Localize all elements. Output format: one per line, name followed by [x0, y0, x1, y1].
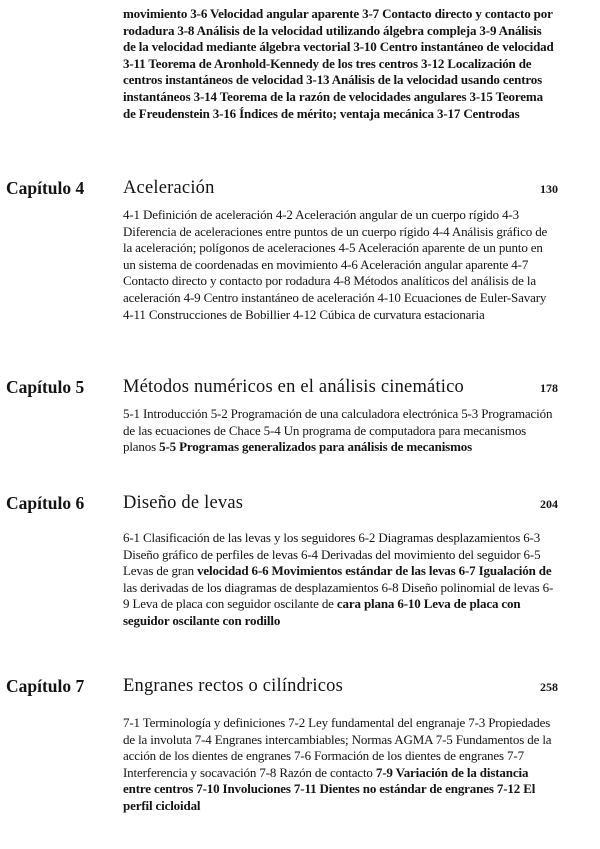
sections-text: 6-1 Clasificación de las levas y los seguidores 6-2 Diagramas desplazamientos 6-3 Diseño gráfico de perfiles de levas 6-4 Derivadas del movimiento del seguidor 6-5 Levas de gran	[123, 530, 541, 579]
chapter-label: Capítulo 5	[6, 377, 85, 397]
chapter-sections	[123, 715, 558, 815]
chapter-label: Capítulo 6	[6, 493, 85, 513]
sections-text-continued: las derivadas de los diagramas de desplazamientos 6-8 Diseño polinomial de levas 6-9 Leva de placa con seguidor oscilante de	[123, 579, 554, 612]
chapter-sections	[123, 406, 558, 456]
sections-text-bold: velocidad 6-6 Movimientos estándar de las levas 6-7 Igualación de	[197, 563, 552, 579]
chapter-title: Aceleración	[123, 178, 215, 198]
sections-text: 5-1 Introducción 5-2 Programación de una calculadora electrónica 5-3 Programación de las ecuaciones de Chace 5-4 Un programa de computadora para mecanismos planos	[123, 406, 553, 455]
chapter-title: Engranes rectos o cilíndricos	[123, 676, 344, 696]
chapter-sections	[123, 530, 558, 630]
chapter-page-number: 130	[540, 182, 558, 196]
chapter-title: Métodos numéricos en el análisis cinemático	[123, 377, 464, 397]
sections-text-bold-final: cara plana 6-10 Leva de placa con seguidor oscilante con rodillo	[123, 596, 521, 628]
sections-text: 7-1 Terminología y definiciones 7-2 Ley fundamental del engranaje 7-3 Propiedades de la involuta 7-4 Engranes intercambiables; Normas AGMA 7-5 Fundamentos de la acción de los dientes de engranes 7-6 Formación de los dientes de engranes 7-7 Interferencia y socavación 7-8 Razón de contacto	[123, 715, 552, 780]
chapter-sections: 4-1 Definición de aceleración 4-2 Aceleración angular de un cuerpo rígido 4-3 Diferencia de aceleraciones entre puntos de un cuerpo rígido 4-4 Análisis gráfico de la aceleración; polígonos de aceleraciones 4-5 Aceleración aparente de un punto en un sistema de coordenadas en movimiento 4-6 Aceleración angular aparente 4-7 Contacto directo y contacto por rodadura 4-8 Métodos analíticos del análisis de la aceleración 4-9 Centro instantáneo de aceleración 4-10 Ecuaciones de Euler-Savary 4-11 Construcciones de Bobillier 4-12 Cúbica de curvatura estacionaria	[123, 207, 548, 322]
sections-text-bold: 5-5 Programas generalizados para análisis de mecanismos	[159, 439, 473, 455]
chapter-3-continuation: movimiento 3-6 Velocidad angular aparente 3-7 Contacto directo y contacto por rodadura 3-8 Análisis de la velocidad utilizando álgebra compleja 3-9 Análisis de la velocidad mediante álgebra vectorial 3-10 Centro instantáneo de velocidad 3-11 Teorema de Aronhold-Kennedy de los tres centros 3-12 Localización de centros instantáneos de velocidad 3-13 Análisis de la velocidad usando centros instantáneos 3-14 Teorema de la razón de velocidades angulares 3-15 Teorema de Freudenstein 3-16 Índices de mérito; ventaja mecánica 3-17 Centrodas	[123, 6, 554, 121]
chapter-label: Capítulo 7	[6, 676, 85, 696]
chapter-label: Capítulo 4	[6, 178, 85, 198]
chapter-page-number: 204	[540, 497, 558, 511]
chapter-page-number: 258	[540, 680, 558, 694]
chapter-title: Diseño de levas	[123, 493, 244, 513]
chapter-page-number: 178	[540, 381, 558, 395]
sections-text-bold: 7-9 Variación de la distancia entre centros 7-10 Involuciones 7-11 Dientes no estándar de engranes 7-12 El perfil cicloidal	[123, 764, 536, 813]
